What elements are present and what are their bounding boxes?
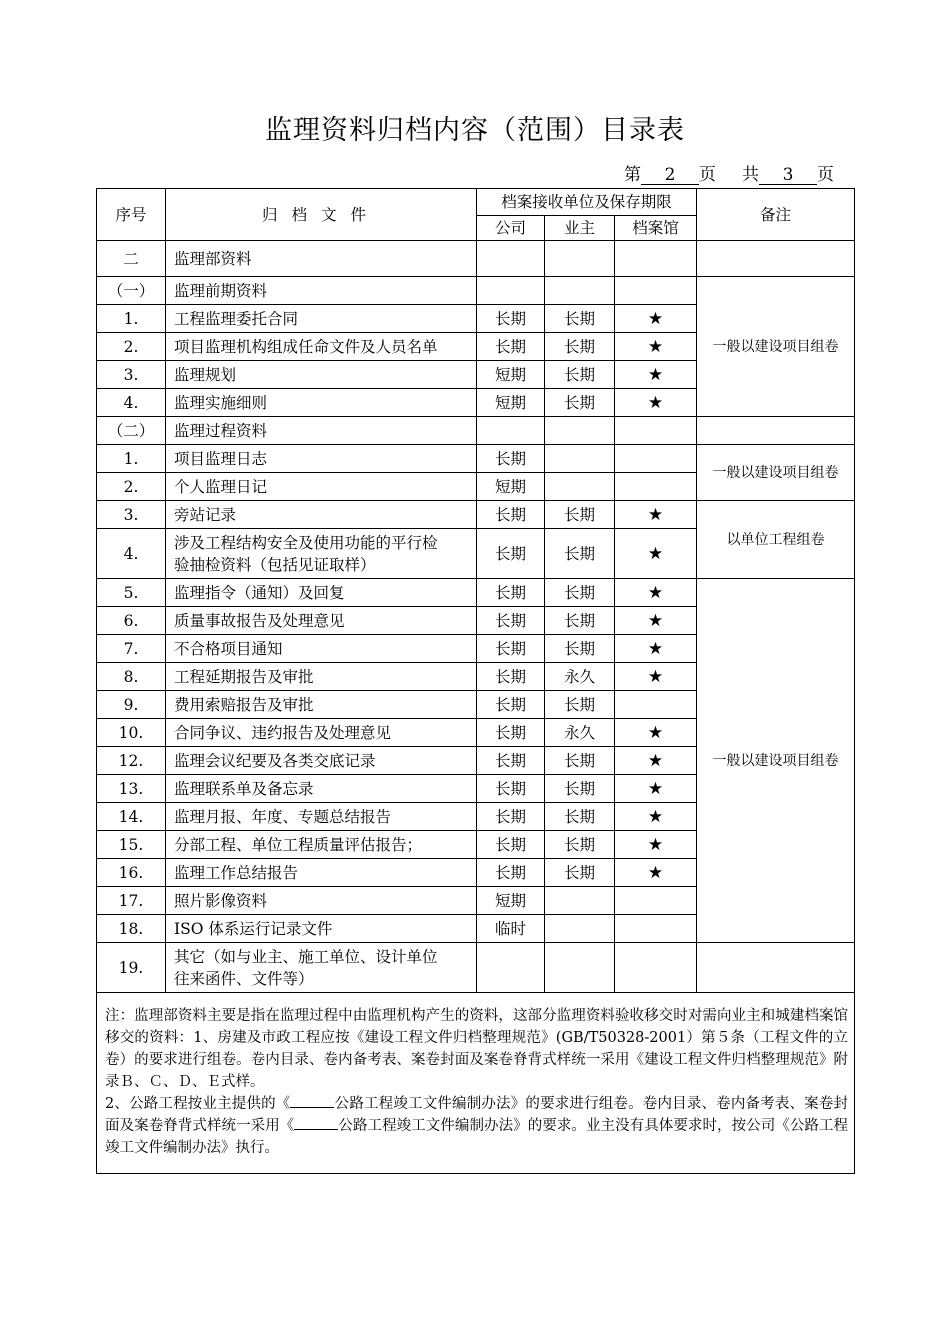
row-name-line: 涉及工程结构安全及使用功能的平行检 xyxy=(174,533,438,552)
page-mid: 页 xyxy=(699,165,716,185)
row-company: 长期 xyxy=(477,663,545,691)
row-name-line: 往来函件、文件等） xyxy=(174,969,314,988)
header-seq: 序号 xyxy=(97,189,166,241)
row-name: 分部工程、单位工程质量评估报告； xyxy=(166,831,477,859)
row-owner: 长期 xyxy=(545,529,615,579)
row-company: 长期 xyxy=(477,747,545,775)
note-paragraph-2 xyxy=(105,1093,848,1159)
row-archive-star: ★ xyxy=(615,389,697,417)
row-company: 长期 xyxy=(477,803,545,831)
group-name: 监理前期资料 xyxy=(166,277,477,305)
row-seq: 18. xyxy=(97,915,166,943)
row-archive-star: ★ xyxy=(615,333,697,361)
page-current: 2 xyxy=(641,166,699,185)
row-archive-star: ★ xyxy=(615,579,697,607)
row-owner: 长期 xyxy=(545,691,615,719)
row-name: 工程监理委托合同 xyxy=(166,305,477,333)
row-owner xyxy=(545,915,615,943)
row-archive-star xyxy=(615,691,697,719)
row-name: 监理联系单及备忘录 xyxy=(166,775,477,803)
row-seq: 8. xyxy=(97,663,166,691)
row-seq: 12. xyxy=(97,747,166,775)
header-receiver-group: 档案接收单位及保存期限 xyxy=(477,189,697,216)
row-archive-star: ★ xyxy=(615,663,697,691)
row-company: 长期 xyxy=(477,445,545,473)
row-company: 临时 xyxy=(477,915,545,943)
row-archive-star: ★ xyxy=(615,747,697,775)
row-owner: 长期 xyxy=(545,747,615,775)
row-owner: 长期 xyxy=(545,361,615,389)
archive-table xyxy=(96,188,855,1174)
row-seq: 5. xyxy=(97,579,166,607)
row-owner: 长期 xyxy=(545,333,615,361)
row-name: 费用索赔报告及审批 xyxy=(166,691,477,719)
blank-underline xyxy=(290,1093,334,1108)
note-text: 公路工程竣工文件编制办法》的要求进行组卷。卷内目录、卷内备考表、案卷封面及案卷脊背式样统一采用《 xyxy=(105,1096,849,1134)
row-seq: 10. xyxy=(97,719,166,747)
row-owner: 长期 xyxy=(545,607,615,635)
row-owner: 长期 xyxy=(545,389,615,417)
page-indicator xyxy=(624,160,834,185)
note-paragraph-1: 注：监理部资料主要是指在监理过程中由监理机构产生的资料，这部分监理资料验收移交时对需向业主和城建档案馆移交的资料：1、房建及市政工程应按《建设工程文件归档整理规范》(GB/T50328-2001）第５条（工程文件的立卷）的要求进行组卷。卷内目录、卷内备考表、案卷封面及案卷脊背式样统一采用《建设工程文件归档整理规范》附录Ｂ、Ｃ、Ｄ、Ｅ式样。 xyxy=(105,1008,849,1090)
row-company: 长期 xyxy=(477,333,545,361)
row-archive-star: ★ xyxy=(615,305,697,333)
row-seq: 1. xyxy=(97,305,166,333)
row-name-line: 其它（如与业主、施工单位、设计单位 xyxy=(174,947,438,966)
row-name: 监理规划 xyxy=(166,361,477,389)
row-seq: 17. xyxy=(97,887,166,915)
row-owner: 长期 xyxy=(545,501,615,529)
row-name: 不合格项目通知 xyxy=(166,635,477,663)
row-name: 监理会议纪要及各类交底记录 xyxy=(166,747,477,775)
row-company: 长期 xyxy=(477,607,545,635)
row-owner: 长期 xyxy=(545,635,615,663)
row-archive-star xyxy=(615,445,697,473)
row-archive-star: ★ xyxy=(615,831,697,859)
row-owner: 永久 xyxy=(545,719,615,747)
row-archive-star: ★ xyxy=(615,803,697,831)
group-row xyxy=(97,277,855,305)
table-row xyxy=(97,943,855,993)
remark-cell: 一般以建设项目组卷 xyxy=(697,579,855,943)
row-company: 长期 xyxy=(477,691,545,719)
row-seq: 6. xyxy=(97,607,166,635)
row-owner: 长期 xyxy=(545,859,615,887)
row-company: 长期 xyxy=(477,635,545,663)
row-seq: 4. xyxy=(97,389,166,417)
row-owner xyxy=(545,473,615,501)
row-owner: 长期 xyxy=(545,775,615,803)
row-archive-star xyxy=(615,915,697,943)
row-archive-star: ★ xyxy=(615,529,697,579)
row-archive-star: ★ xyxy=(615,607,697,635)
row-owner xyxy=(545,943,615,993)
page-total: 3 xyxy=(759,166,817,185)
row-name: ISO 体系运行记录文件 xyxy=(166,915,477,943)
row-company: 长期 xyxy=(477,831,545,859)
row-seq: 19. xyxy=(97,943,166,993)
row-seq: 13. xyxy=(97,775,166,803)
group-row xyxy=(97,417,855,445)
row-company: 长期 xyxy=(477,529,545,579)
row-seq: 1. xyxy=(97,445,166,473)
row-owner: 长期 xyxy=(545,831,615,859)
table-row xyxy=(97,501,855,529)
row-name xyxy=(166,529,477,579)
row-archive-star: ★ xyxy=(615,859,697,887)
row-archive-star: ★ xyxy=(615,361,697,389)
row-company: 短期 xyxy=(477,389,545,417)
row-name: 旁站记录 xyxy=(166,501,477,529)
row-company: 短期 xyxy=(477,887,545,915)
header-row-1 xyxy=(97,189,855,216)
row-name: 照片影像资料 xyxy=(166,887,477,915)
row-archive-star xyxy=(615,887,697,915)
row-seq: 2. xyxy=(97,473,166,501)
row-company: 长期 xyxy=(477,305,545,333)
group-name: 监理过程资料 xyxy=(166,417,477,445)
header-file: 归档文件 xyxy=(166,189,477,241)
row-name: 监理指令（通知）及回复 xyxy=(166,579,477,607)
note-text: 2、公路工程按业主提供的《 xyxy=(105,1096,291,1112)
header-remark: 备注 xyxy=(697,189,855,241)
table-row xyxy=(97,579,855,607)
row-name: 工程延期报告及审批 xyxy=(166,663,477,691)
row-seq: 4. xyxy=(97,529,166,579)
row-name-line: 验抽检资料（包括见证取样） xyxy=(174,555,376,574)
row-name xyxy=(166,943,477,993)
row-company: 短期 xyxy=(477,361,545,389)
row-owner xyxy=(545,887,615,915)
row-company: 长期 xyxy=(477,719,545,747)
row-seq: 15. xyxy=(97,831,166,859)
row-name: 合同争议、违约报告及处理意见 xyxy=(166,719,477,747)
row-archive-star: ★ xyxy=(615,775,697,803)
row-archive-star xyxy=(615,473,697,501)
row-company xyxy=(477,943,545,993)
row-name: 监理实施细则 xyxy=(166,389,477,417)
row-seq: 14. xyxy=(97,803,166,831)
row-owner: 长期 xyxy=(545,803,615,831)
page-prefix: 第 xyxy=(624,165,641,185)
row-seq: 9. xyxy=(97,691,166,719)
row-name: 个人监理日记 xyxy=(166,473,477,501)
document-title: 监理资料归档内容（范围）目录表 xyxy=(265,115,685,146)
row-archive-star: ★ xyxy=(615,635,697,663)
group-seq: （一） xyxy=(97,277,166,305)
note-row xyxy=(97,993,855,1174)
row-archive-star: ★ xyxy=(615,719,697,747)
row-archive-star: ★ xyxy=(615,501,697,529)
row-company: 长期 xyxy=(477,501,545,529)
row-owner: 长期 xyxy=(545,305,615,333)
note-cell xyxy=(97,993,855,1174)
row-company: 长期 xyxy=(477,859,545,887)
remark-cell: 一般以建设项目组卷 xyxy=(697,445,855,501)
row-owner: 长期 xyxy=(545,579,615,607)
page-suffix: 页 xyxy=(817,165,834,185)
row-name: 项目监理日志 xyxy=(166,445,477,473)
section-row xyxy=(97,241,855,277)
row-seq: 3. xyxy=(97,361,166,389)
row-seq: 7. xyxy=(97,635,166,663)
header-owner: 业主 xyxy=(545,216,615,241)
group-seq: （二） xyxy=(97,417,166,445)
row-company: 长期 xyxy=(477,579,545,607)
header-company: 公司 xyxy=(477,216,545,241)
row-seq: 16. xyxy=(97,859,166,887)
section-name: 监理部资料 xyxy=(166,241,477,277)
row-owner: 永久 xyxy=(545,663,615,691)
row-seq: 2. xyxy=(97,333,166,361)
row-company: 短期 xyxy=(477,473,545,501)
table-row xyxy=(97,445,855,473)
row-archive-star xyxy=(615,943,697,993)
row-owner xyxy=(545,445,615,473)
note-text: 公路工程竣工文件编制办法》的要求。业主没有具体要求时，按公司《公路工程竣工文件编制办法》执行。 xyxy=(105,1118,849,1156)
row-name: 项目监理机构组成任命文件及人员名单 xyxy=(166,333,477,361)
section-seq: 二 xyxy=(97,241,166,277)
row-name: 监理月报、年度、专题总结报告 xyxy=(166,803,477,831)
row-seq: 3. xyxy=(97,501,166,529)
row-name: 监理工作总结报告 xyxy=(166,859,477,887)
row-company: 长期 xyxy=(477,775,545,803)
header-archive: 档案馆 xyxy=(615,216,697,241)
page-total-prefix: 共 xyxy=(742,165,759,185)
remark-cell: 一般以建设项目组卷 xyxy=(697,277,855,417)
row-name: 质量事故报告及处理意见 xyxy=(166,607,477,635)
remark-cell: 以单位工程组卷 xyxy=(697,501,855,579)
blank-underline xyxy=(294,1115,338,1130)
